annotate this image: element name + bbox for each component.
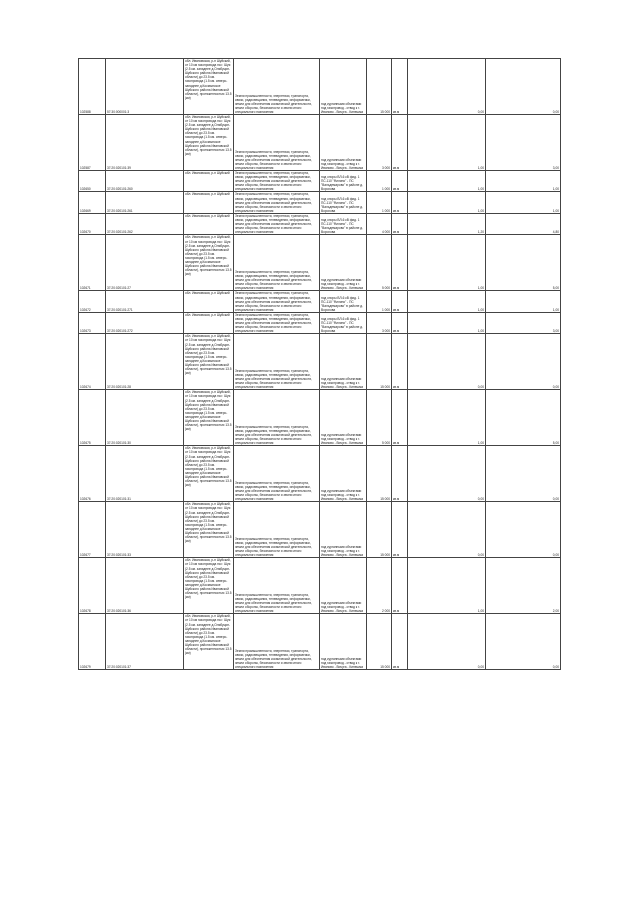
row-id-cell: 102674 [79, 334, 106, 390]
cadastral-value-cell: 1,00 [408, 115, 486, 171]
permitted-use-cell: под опоры ВЛ-6 кВ фид. 1 ПС-110 "Филино" - ПС "Вальдемарово" в районе д. Ворохова [320, 171, 367, 192]
cadastral-number-cell: 37:20:020101:27 [106, 235, 184, 291]
permitted-use-cell: под курганными объектами под газопровод - отвод к г. Иваново - Вичуга - Кинешма [320, 614, 367, 670]
row-id-cell: 102675 [79, 390, 106, 446]
area-cell: 1 000 [367, 192, 392, 213]
table-row [79, 614, 561, 670]
table-row [79, 558, 561, 614]
address-cell: обл. Ивановская, р-н Шуйский, от 10 км газопровода на г. Шуя (2.5 км. западнее д.Олябуцин-Шуйского района Ивановской области) до 23.5 км. газопровода (1.5 км. северо-западнее д.Космынское Шуйского района Ивановской области), протяженностью 13.5 (км) [184, 115, 234, 171]
permitted-use-cell: под курганными объектами под газопровод - отвод к г. Иваново - Вичуга - Кинешма [320, 390, 367, 446]
row-id-cell: 102587 [79, 115, 106, 171]
table-row [79, 192, 561, 213]
land-category-cell: Земли промышленности, энергетики, транспорта, связи, радиовещания, телевидения, информатики, земли для обеспечения космической деятельности, земли обороны, безопасности и земли иного специального назначения [234, 213, 320, 234]
address-cell: обл. Ивановская, р-н Шуйский [184, 171, 234, 192]
cadastral-value-cell: 1,00 [408, 192, 486, 213]
permitted-use-cell: под курганными объектами под газопровод - отвод к г. Иваново - Вичуга - Кинешма [320, 446, 367, 502]
land-category-cell: Земли промышленности, энергетики, транспорта, связи, радиовещания, телевидения, информатики, земли для обеспечения космической деятельности, земли обороны, безопасности и земли иного специального назначения [234, 115, 320, 171]
address-cell: обл. Ивановская, р-н Шуйский [184, 192, 234, 213]
table-row [79, 312, 561, 333]
document-page [78, 58, 560, 670]
address-cell: обл. Ивановская, р-н Шуйский, от 10 км газопровода на г. Шуя (2.5 км. западнее д.Олябуцин-Шуйского района Ивановской области) до 23.5 км. газопровода (1.5 км. северо-западнее д.Космынское Шуйского района Ивановской области), протяженностью 13.5 (км) [184, 235, 234, 291]
total-sum-cell: 0,00 [486, 334, 561, 390]
unit-cell: кв.м [392, 558, 408, 614]
address-cell: обл. Ивановская, р-н Шуйский, от 10 км газопровода на г. Шуя (2.5 км. западнее д.Олябуцин-Шуйского района Ивановской области) до 23.5 км. газопровода (1.5 км. северо-западнее д.Космынское Шуйского района Ивановской области), протяженностью 13.5 (км) [184, 446, 234, 502]
area-cell: 15 000 [367, 614, 392, 670]
cadastral-number-cell: 37:20:020101:261 [106, 192, 184, 213]
table-row [79, 291, 561, 312]
cadastral-value-cell: 0,00 [408, 334, 486, 390]
land-category-cell: Земли промышленности, энергетики, транспорта, связи, радиовещания, телевидения, информатики, земли для обеспечения космической деятельности, земли обороны, безопасности и земли иного специального назначения [234, 502, 320, 558]
permitted-use-cell: под опоры ВЛ-6 кВ фид. 1 ПС-110 "Филино" - ПС "Вальдемарово" в районе д. Ворохова [320, 192, 367, 213]
unit-cell: кв.м [392, 192, 408, 213]
address-cell: обл. Ивановская, р-н Шуйский [184, 291, 234, 312]
cadastral-value-cell: 1,00 [408, 291, 486, 312]
cadastral-number-cell: 37:20:020101:260 [106, 171, 184, 192]
total-sum-cell: 0,00 [486, 59, 561, 115]
unit-cell: кв.м [392, 614, 408, 670]
cadastral-number-cell: 37:20:020101:28 [106, 334, 184, 390]
area-cell: 2 000 [367, 558, 392, 614]
total-sum-cell: 4,80 [486, 213, 561, 234]
cadastral-value-cell: 1,00 [408, 390, 486, 446]
unit-cell: кв.м [392, 446, 408, 502]
area-cell: 3 000 [367, 115, 392, 171]
permitted-use-cell: под опоры ВЛ-6 кВ фид. 1 ПС-110 "Филино" - ПС "Вальдемарово" в районе д. Ворохова [320, 291, 367, 312]
address-cell: обл. Ивановская, р-н Шуйский, от 10 км газопровода на г. Шуя (2.5 км. западнее д.Олябуцин-Шуйского района Ивановской области) до 23.5 км. газопровода (1.5 км. северо-западнее д.Космынское Шуйского района Ивановской области), протяженностью 13.5 (км) [184, 59, 234, 115]
cadastral-value-cell: 1,00 [408, 558, 486, 614]
cadastral-number-cell: 37:20:020101:37 [106, 614, 184, 670]
row-id-cell: 102588 [79, 59, 106, 115]
address-cell: обл. Ивановская, р-н Шуйский [184, 312, 234, 333]
cadastral-number-cell: 37:20:020101:262 [106, 213, 184, 234]
land-plots-table [78, 58, 561, 670]
permitted-use-cell: под курганными объектами под газопровод - отвод к г. Иваново - Вичуга - Кинешма [320, 334, 367, 390]
cadastral-number-cell: 57:30:000001:3 [106, 59, 184, 115]
permitted-use-cell: под опоры ВЛ-6 кВ фид. 1 ПС-110 "Филино" - ПС "Вальдемарово" в районе д. Ворохова [320, 312, 367, 333]
address-cell: обл. Ивановская, р-н Шуйский, от 10 км газопровода на г. Шуя (2.5 км. западнее д.Олябуцин-Шуйского района Ивановской области) до 23.5 км. газопровода (1.5 км. северо-западнее д.Космынское Шуйского района Ивановской области), протяженностью 13.5 (км) [184, 558, 234, 614]
total-sum-cell: 0,00 [486, 446, 561, 502]
table-row [79, 235, 561, 291]
unit-cell: кв.м [392, 115, 408, 171]
row-id-cell: 102677 [79, 502, 106, 558]
unit-cell: кв.м [392, 291, 408, 312]
table-row [79, 171, 561, 192]
land-category-cell: Земли промышленности, энергетики, транспорта, связи, радиовещания, телевидения, информатики, земли для обеспечения космической деятельности, земли обороны, безопасности и земли иного специального назначения [234, 558, 320, 614]
unit-cell: кв.м [392, 59, 408, 115]
land-category-cell: Земли промышленности, энергетики, транспорта, связи, радиовещания, телевидения, информатики, земли для обеспечения космической деятельности, земли обороны, безопасности и земли иного специального назначения [234, 334, 320, 390]
row-id-cell: 102670 [79, 213, 106, 234]
area-cell: 15 000 [367, 446, 392, 502]
area-cell: 1 000 [367, 291, 392, 312]
area-cell: 5 000 [367, 390, 392, 446]
total-sum-cell: 3,00 [486, 312, 561, 333]
cadastral-value-cell: 0,00 [408, 59, 486, 115]
table-row [79, 502, 561, 558]
cadastral-number-cell: 37:20:020101:39 [106, 115, 184, 171]
table-row [79, 115, 561, 171]
cadastral-value-cell: 1,00 [408, 235, 486, 291]
unit-cell: кв.м [392, 334, 408, 390]
area-cell: 15 000 [367, 59, 392, 115]
table-row [79, 59, 561, 115]
land-category-cell: Земли промышленности, энергетики, транспорта, связи, радиовещания, телевидения, информатики, земли для обеспечения космической деятельности, земли обороны, безопасности и земли иного специального назначения [234, 390, 320, 446]
cadastral-number-cell: 37:20:020101:30 [106, 390, 184, 446]
total-sum-cell: 2,00 [486, 558, 561, 614]
permitted-use-cell: под опоры ВЛ-6 кВ фид. 1 ПС-110 "Филино" - ПС "Вальдемарово" в районе д. Ворохова [320, 213, 367, 234]
permitted-use-cell: под курганными объектами под газопровод - отвод к г. Иваново - Вичуга - Кинешма [320, 235, 367, 291]
unit-cell: кв.м [392, 502, 408, 558]
permitted-use-cell: под курганными объектами под газопровод - отвод к г. Иваново - Вичуга - Кинешма [320, 59, 367, 115]
land-category-cell: Земли промышленности, энергетики, транспорта, связи, радиовещания, телевидения, информатики, земли для обеспечения космической деятельности, земли обороны, безопасности и земли иного специального назначения [234, 235, 320, 291]
row-id-cell: 102669 [79, 192, 106, 213]
permitted-use-cell: под курганными объектами под газопровод - отвод к г. Иваново - Вичуга - Кинешма [320, 502, 367, 558]
land-category-cell: Земли промышленности, энергетики, транспорта, связи, радиовещания, телевидения, информатики, земли для обеспечения космической деятельности, земли обороны, безопасности и земли иного специального назначения [234, 614, 320, 670]
address-cell: обл. Ивановская, р-н Шуйский, от 10 км газопровода на г. Шуя (2.5 км. западнее д.Олябуцин-Шуйского района Ивановской области) до 23.5 км. газопровода (1.5 км. северо-западнее д.Космынское Шуйского района Ивановской области), протяженностью 13.5 (км) [184, 334, 234, 390]
table-row [79, 390, 561, 446]
table-row [79, 213, 561, 234]
permitted-use-cell: под курганными объектами под газопровод - отвод к г. Иваново - Вичуга - Кинешма [320, 115, 367, 171]
land-category-cell: Земли промышленности, энергетики, транспорта, связи, радиовещания, телевидения, информатики, земли для обеспечения космической деятельности, земли обороны, безопасности и земли иного специального назначения [234, 192, 320, 213]
row-id-cell: 102673 [79, 312, 106, 333]
cadastral-value-cell: 1,00 [408, 171, 486, 192]
total-sum-cell: 1,00 [486, 291, 561, 312]
unit-cell: кв.м [392, 213, 408, 234]
area-cell: 15 000 [367, 334, 392, 390]
total-sum-cell: 1,00 [486, 171, 561, 192]
area-cell: 3 000 [367, 312, 392, 333]
cadastral-value-cell: 0,00 [408, 446, 486, 502]
total-sum-cell: 5,00 [486, 390, 561, 446]
address-cell: обл. Ивановская, р-н Шуйский, от 10 км газопровода на г. Шуя (2.5 км. западнее д.Олябуцин-Шуйского района Ивановской области) до 23.5 км. газопровода (1.5 км. северо-западнее д.Космынское Шуйского района Ивановской области), протяженностью 13.5 (км) [184, 614, 234, 670]
cadastral-value-cell: 1,20 [408, 213, 486, 234]
unit-cell: кв.м [392, 235, 408, 291]
area-cell: 4 000 [367, 213, 392, 234]
table-row [79, 334, 561, 390]
permitted-use-cell: под курганными объектами под газопровод - отвод к г. Иваново - Вичуга - Кинешма [320, 558, 367, 614]
address-cell: обл. Ивановская, р-н Шуйский, от 10 км газопровода на г. Шуя (2.5 км. западнее д.Олябуцин-Шуйского района Ивановской области) до 23.5 км. газопровода (1.5 км. северо-западнее д.Космынское Шуйского района Ивановской области), протяженностью 13.5 (км) [184, 502, 234, 558]
address-cell: обл. Ивановская, р-н Шуйский [184, 213, 234, 234]
unit-cell: кв.м [392, 171, 408, 192]
row-id-cell: 102650 [79, 171, 106, 192]
land-category-cell: Земли промышленности, энергетики, транспорта, связи, радиовещания, телевидения, информатики, земли для обеспечения космической деятельности, земли обороны, безопасности и земли иного специального назначения [234, 446, 320, 502]
total-sum-cell: 3,00 [486, 115, 561, 171]
cadastral-number-cell: 37:20:020101:272 [106, 312, 184, 333]
row-id-cell: 102678 [79, 558, 106, 614]
cadastral-number-cell: 37:20:020101:271 [106, 291, 184, 312]
cadastral-value-cell: 0,00 [408, 502, 486, 558]
cadastral-number-cell: 37:20:020101:36 [106, 558, 184, 614]
area-cell: 1 000 [367, 171, 392, 192]
row-id-cell: 102676 [79, 446, 106, 502]
table-row [79, 446, 561, 502]
total-sum-cell: 0,00 [486, 614, 561, 670]
area-cell: 15 000 [367, 502, 392, 558]
land-category-cell: Земли промышленности, энергетики, транспорта, связи, радиовещания, телевидения, информатики, земли для обеспечения космической деятельности, земли обороны, безопасности и земли иного специального назначения [234, 59, 320, 115]
row-id-cell: 102672 [79, 291, 106, 312]
unit-cell: кв.м [392, 390, 408, 446]
total-sum-cell: 0,00 [486, 502, 561, 558]
row-id-cell: 102679 [79, 614, 106, 670]
row-id-cell: 102671 [79, 235, 106, 291]
unit-cell: кв.м [392, 312, 408, 333]
total-sum-cell: 1,00 [486, 192, 561, 213]
address-cell: обл. Ивановская, р-н Шуйский, от 10 км газопровода на г. Шуя (2.5 км. западнее д.Олябуцин-Шуйского района Ивановской области) до 23.5 км. газопровода (1.5 км. северо-западнее д.Космынское Шуйского района Ивановской области), протяженностью 13.5 (км) [184, 390, 234, 446]
cadastral-number-cell: 37:20:020101:31 [106, 446, 184, 502]
land-category-cell: Земли промышленности, энергетики, транспорта, связи, радиовещания, телевидения, информатики, земли для обеспечения космической деятельности, земли обороны, безопасности и земли иного специального назначения [234, 291, 320, 312]
cadastral-value-cell: 0,00 [408, 614, 486, 670]
land-category-cell: Земли промышленности, энергетики, транспорта, связи, радиовещания, телевидения, информатики, земли для обеспечения космической деятельности, земли обороны, безопасности и земли иного специального назначения [234, 312, 320, 333]
area-cell: 5 000 [367, 235, 392, 291]
land-category-cell: Земли промышленности, энергетики, транспорта, связи, радиовещания, телевидения, информатики, земли для обеспечения космической деятельности, земли обороны, безопасности и земли иного специального назначения [234, 171, 320, 192]
total-sum-cell: 5,00 [486, 235, 561, 291]
cadastral-value-cell: 1,00 [408, 312, 486, 333]
cadastral-number-cell: 37:20:020101:33 [106, 502, 184, 558]
